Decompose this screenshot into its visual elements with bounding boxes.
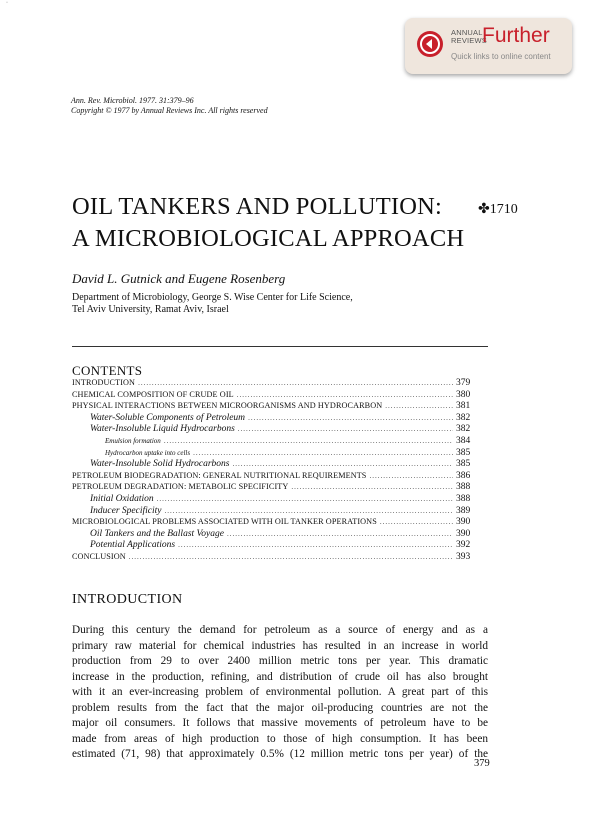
section-heading: INTRODUCTION: [72, 592, 183, 607]
toc-leader-dots: [157, 495, 453, 503]
toc-entry-page: 390: [456, 517, 471, 528]
toc-entry: [72, 471, 490, 483]
toc-entry: [72, 459, 490, 471]
body-line: problem results from the fact that the major oil-producing countries are not the: [72, 701, 488, 714]
toc-entry-page: 388: [456, 482, 471, 493]
toc-leader-dots: [380, 518, 453, 526]
body-line: production from 29 to over 2400 million metric tons per year. This dramatic: [72, 655, 488, 667]
affiliation: Department of Microbiology, George S. Wise Center for Life Science, Tel Aviv University, Ramat Aviv, Israel: [72, 292, 353, 315]
toc-entry-page: 388: [456, 493, 471, 504]
annual-reviews-further-badge[interactable]: [405, 18, 572, 74]
toc-entry-page: 382: [456, 424, 471, 435]
toc-leader-dots: [291, 483, 453, 491]
body-line: with it an ever-increasing problem of environmental pollution. A great part of this: [72, 686, 488, 698]
toc-entry: [72, 424, 490, 436]
toc-entry-page: 382: [456, 412, 471, 423]
play-back-icon: [417, 31, 443, 57]
toc-entry: [72, 378, 490, 390]
toc-leader-dots: [248, 414, 453, 422]
toc-entry-page: 381: [456, 401, 471, 412]
toc-entry-page: 386: [456, 470, 471, 481]
toc-entry: [72, 517, 490, 529]
table-of-contents: [72, 378, 490, 564]
toc-leader-dots: [129, 553, 453, 561]
toc-entry-page: 380: [456, 389, 471, 400]
toc-entry: [72, 506, 490, 518]
toc-entry-page: 392: [456, 540, 471, 551]
toc-entry: [72, 540, 490, 552]
toc-entry: [72, 494, 490, 506]
toc-entry: [72, 482, 490, 494]
body-line: primary raw material for chemical industries has resulted in an increase in world: [72, 639, 488, 652]
toc-entry-page: 384: [456, 435, 471, 446]
toc-entry: [72, 390, 490, 402]
toc-leader-dots: [178, 541, 453, 549]
toc-entry-title: MICROBIOLOGICAL PROBLEMS ASSOCIATED WITH OIL TANKER OPERATIONS: [72, 517, 377, 527]
toc-leader-dots: [237, 391, 453, 399]
body-line: made from areas of high production to those of high consumption. It has been: [72, 732, 488, 745]
toc-entry: [72, 413, 490, 425]
reference-number: ✤1710: [478, 202, 518, 217]
toc-leader-dots: [193, 449, 453, 457]
toc-leader-dots: [164, 507, 453, 515]
toc-entry-page: 385: [456, 459, 471, 470]
body-line: During this century the demand for petroleum as a source of energy and as a: [72, 624, 488, 636]
toc-entry-title: INTRODUCTION: [72, 378, 136, 387]
body-line: major oil consumers. It follows that massive movements of petroleum have to be: [72, 717, 488, 729]
divider-rule: [72, 346, 488, 347]
toc-leader-dots: [233, 460, 454, 468]
toc-leader-dots: [369, 472, 453, 480]
toc-leader-dots: [227, 530, 453, 538]
toc-entry-title: PHYSICAL INTERACTIONS BETWEEN MICROORGANISMS AND HYDROCARBON: [72, 401, 383, 411]
toc-leader-dots: [164, 437, 453, 445]
toc-leader-dots: [385, 402, 453, 410]
toc-entry: [72, 436, 490, 448]
toc-entry-title: Water-Insoluble Solid Hydrocarbons: [90, 459, 230, 470]
toc-entry-page: 390: [456, 528, 471, 539]
article-title: OIL TANKERS AND POLLUTION: A MICROBIOLOGICAL APPROACH: [72, 193, 465, 252]
annual-reviews-logo-text: ANNUAL REVIEWS: [451, 28, 487, 45]
toc-entry: [72, 401, 490, 413]
toc-entry-title: PETROLEUM DEGRADATION: METABOLIC SPECIFICITY: [72, 482, 289, 492]
journal-citation: Ann. Rev. Microbiol. 1977. 31:379–96 Copyright © 1977 by Annual Reviews Inc. All rights reserved: [71, 96, 268, 115]
body-paragraph: [72, 623, 488, 763]
toc-entry-title: Emulsion formation: [105, 436, 161, 445]
toc-entry-title: Inducer Specificity: [90, 505, 162, 516]
toc-entry-title: Initial Oxidation: [90, 493, 154, 504]
toc-entry: [72, 448, 490, 460]
toc-entry-title: Water-Soluble Components of Petroleum: [90, 412, 246, 423]
toc-leader-dots: [138, 379, 453, 387]
badge-tagline: Quick links to online content: [451, 52, 551, 61]
body-line: estimated (71, 98) that approximately 0.5% (12 million metric tons per year) of the: [72, 748, 488, 760]
toc-leader-dots: [238, 425, 453, 433]
toc-entry-page: 393: [456, 551, 471, 562]
toc-entry: [72, 529, 490, 541]
toc-entry-page: 385: [456, 447, 471, 458]
scan-mark: ·: [6, 0, 8, 6]
toc-entry-title: Water-Insoluble Liquid Hydrocarbons: [90, 424, 235, 435]
toc-entry-title: CONCLUSION: [72, 551, 126, 561]
body-line: increase in the production, refining, and distribution of crude oil has also brought: [72, 670, 488, 683]
toc-entry: [72, 552, 490, 564]
toc-entry-title: PETROLEUM BIODEGRADATION: GENERAL NUTRITIONAL REQUIREMENTS: [72, 470, 367, 480]
authors: David L. Gutnick and Eugene Rosenberg: [72, 271, 286, 286]
toc-entry-page: 379: [456, 378, 471, 388]
page-number: 379: [474, 758, 490, 769]
further-label: Further: [482, 24, 550, 47]
contents-heading: CONTENTS: [72, 363, 143, 378]
toc-entry-title: Potential Applications: [90, 540, 176, 551]
toc-entry-title: Oil Tankers and the Ballast Voyage: [90, 528, 224, 539]
toc-entry-page: 389: [456, 505, 471, 516]
toc-entry-title: Hydrocarbon uptake into cells: [105, 448, 191, 457]
toc-entry-title: CHEMICAL COMPOSITION OF CRUDE OIL: [72, 389, 234, 399]
